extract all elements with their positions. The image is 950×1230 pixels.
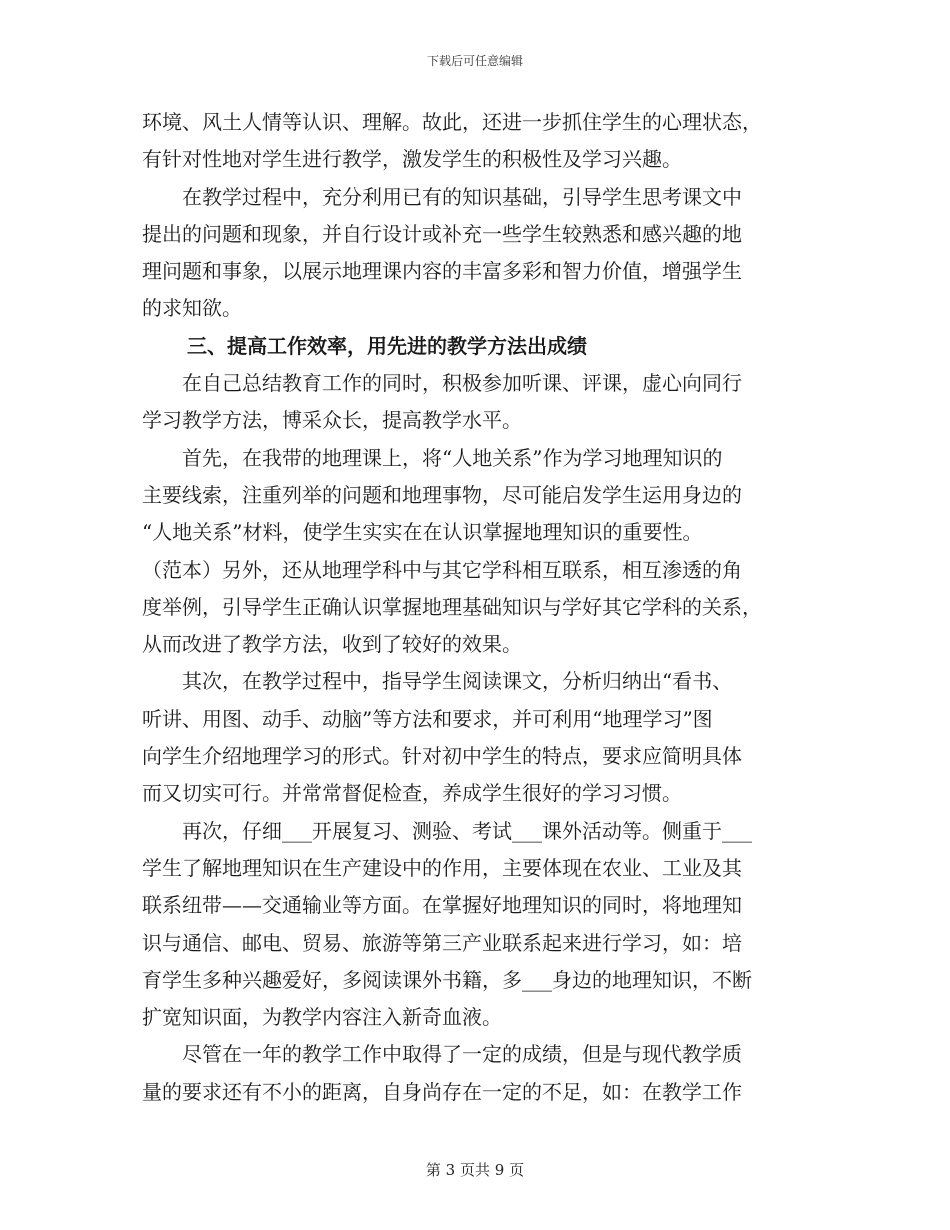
text-line: 在自己总结教育工作的同时，积极参加听课、评课，虚心向同行: [182, 371, 742, 396]
text-line: 度举例，引导学生正确认识掌握地理基础知识与学好其它学科的关系，: [142, 594, 762, 619]
text-line: （范本）另外，还从地理学科中与其它学科相互联系，相互渗透的角: [142, 557, 742, 582]
text-line: 首先，在我带的地理课上，将“人地关系”作为学习地理知识的: [182, 445, 723, 470]
text-line: 提出的问题和现象，并自行设计或补充一些学生较熟悉和感兴趣的地: [142, 221, 742, 246]
text-line: “人地关系”材料，使学生实实在在认识掌握地理知识的重要性。: [142, 520, 703, 545]
text-line: 理问题和事象，以展示地理课内容的丰富多彩和智力价值，增强学生: [142, 259, 742, 284]
text-line: 从而改进了教学方法，收到了较好的效果。: [142, 632, 522, 657]
text-line: 其次，在教学过程中，指导学生阅读课文，分析归纳出“看书、: [182, 669, 733, 694]
text-line: 识与通信、邮电、贸易、旅游等第三产业联系起来进行学习，如：培: [142, 930, 742, 955]
text-line: 而又切实可行。并常常督促检查，养成学生很好的学习习惯。: [142, 781, 682, 806]
text-line: 在教学过程中，充分利用已有的知识基础，引导学生思考课文中: [182, 184, 742, 209]
page-footer: 第 3 页共 9 页: [425, 1161, 525, 1179]
text-line: 尽管在一年的教学工作中取得了一定的成绩，但是与现代教学质: [182, 1042, 742, 1067]
section-heading: 三、提高工作效率，用先进的教学方法出成绩: [187, 333, 587, 358]
text-line: 的求知欲。: [142, 296, 242, 321]
text-line: 主要线索，注重列举的问题和地理事物，尽可能启发学生运用身边的: [142, 482, 742, 507]
text-line: 环境、风土人情等认识、理解。故此，还进一步抓住学生的心理状态，: [142, 110, 762, 134]
text-line: 向学生介绍地理学习的形式。针对初中学生的特点，要求应简明具体: [142, 744, 742, 769]
page-header: 下载后可任意编辑: [426, 54, 523, 68]
text-line: 联系纽带——交通输业等方面。在掌握好地理知识的同时，将地理知: [142, 893, 742, 918]
text-line: 学生了解地理知识在生产建设中的作用，主要体现在农业、工业及其: [142, 855, 742, 880]
text-line: 育学生多种兴趣爱好，多阅读课外书籍，多___身边的地理知识，不断: [142, 967, 752, 992]
text-line: 扩宽知识面，为教学内容注入新奇血液。: [142, 1005, 502, 1030]
text-line: 量的要求还有不小的距离，自身尚存在一定的不足，如：在教学工作: [142, 1079, 742, 1104]
text-line: 听讲、用图、动手、动脑”等方法和要求，并可利用“地理学习”图: [142, 706, 713, 731]
text-line: 学习教学方法，博采众长，提高教学水平。: [142, 408, 522, 433]
text-line: 再次，仔细___开展复习、测验、考试___课外活动等。侧重于___: [182, 818, 752, 843]
text-line: 有针对性地对学生进行教学，激发学生的积极性及学习兴趣。: [142, 147, 682, 172]
document-body: [142, 104, 808, 1111]
